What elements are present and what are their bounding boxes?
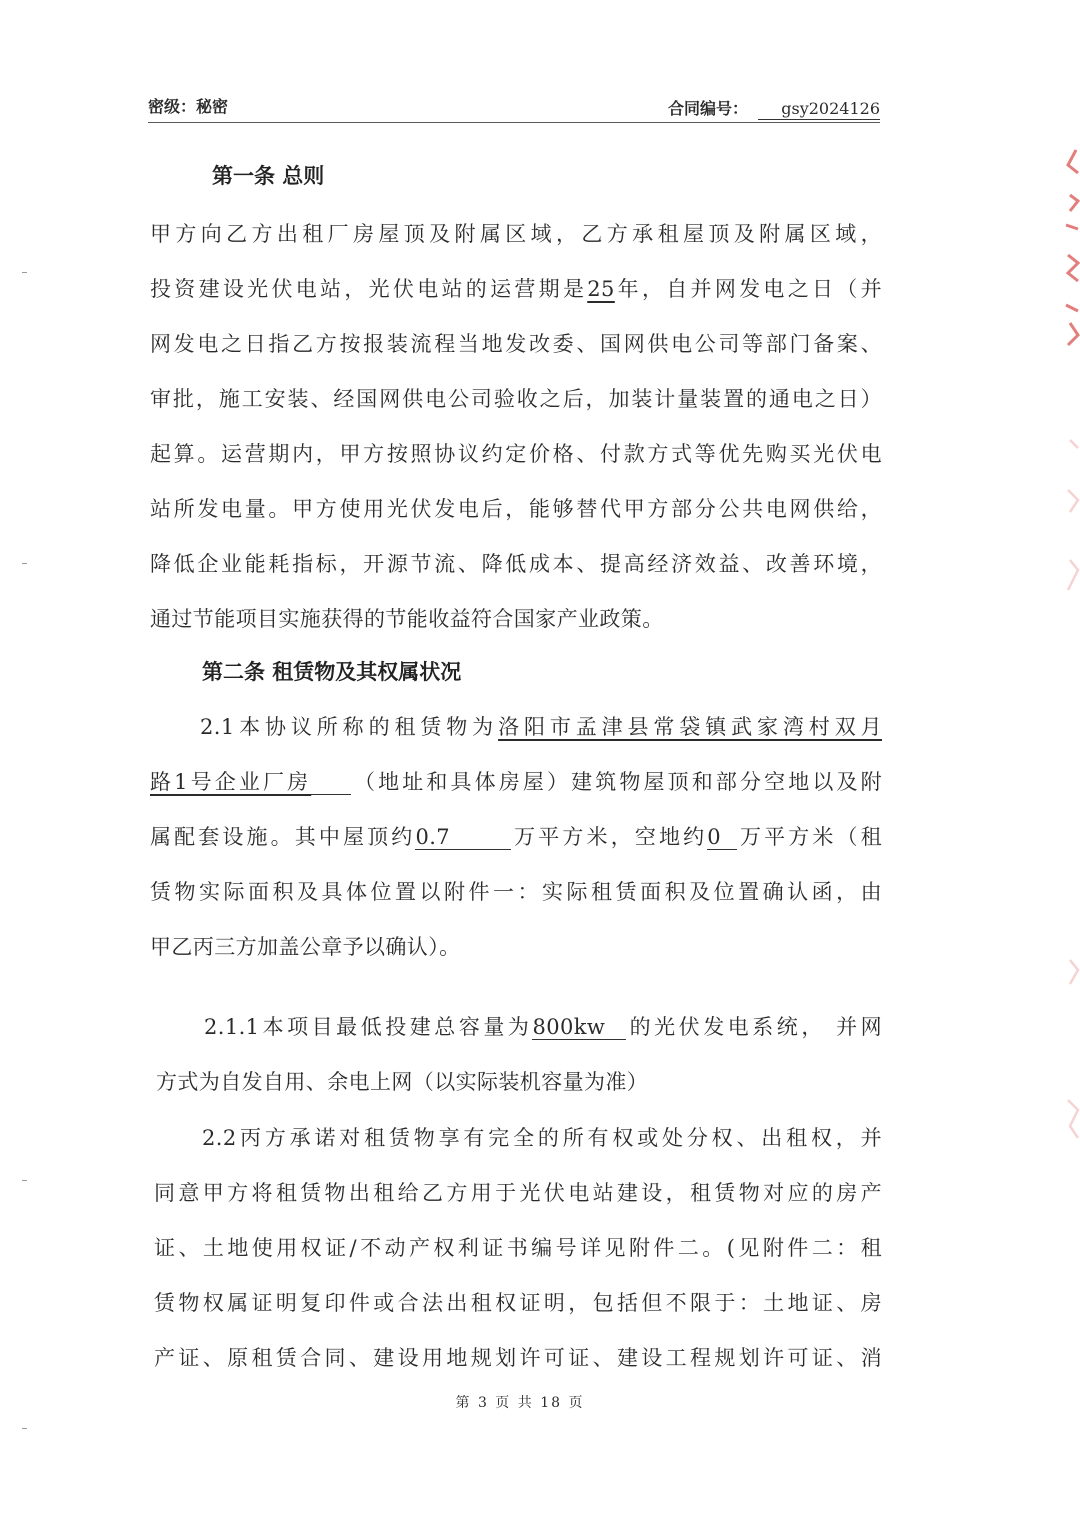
scan-mark <box>22 1180 27 1181</box>
secrecy-level: 密级：秘密 <box>148 97 229 116</box>
scan-mark <box>22 563 27 564</box>
clause-2-1-line-5: 甲乙丙三方加盖公章予以确认）。 <box>150 935 461 959</box>
contract-number-value: gsy2024126 <box>758 99 880 120</box>
scan-mark <box>22 1428 27 1429</box>
scan-mark <box>22 272 27 273</box>
clause-2-1-l3-post: 万平方米（租 <box>737 825 882 849</box>
article-1-line-7: 降低企业能耗指标，开源节流、降低成本、提高经济效益、改善环境， <box>150 552 882 576</box>
clause-2-2-line-1: 2.2丙方承诺对租赁物享有完全的所有权或处分权、出租权，并 <box>202 1126 882 1150</box>
clause-2-1-1-pre: 2.1.1本项目最低投建总容量为 <box>204 1015 533 1039</box>
clause-2-1-line-2 <box>150 766 882 796</box>
article-1-heading: 第一条 总则 <box>212 164 325 188</box>
article-1-line-6: 站所发电量。甲方使用光伏发电后，能够替代甲方部分公共电网供给， <box>150 497 882 521</box>
leased-property-location-1: 洛阳市孟津县常袋镇武家湾村双月 <box>498 715 882 739</box>
seal-fragment-faint-icon-2 <box>1056 950 1080 1150</box>
article-2-heading: 第二条 租赁物及其权属状况 <box>202 660 462 684</box>
contract-number-label: 合同编号： <box>667 99 748 118</box>
article-1-line-3: 网发电之日指乙方按报装流程当地发改委、国网供电公司等部门备案、 <box>150 332 882 356</box>
clause-2-1-pre: 2.1本协议所称的租赁物为 <box>200 715 499 739</box>
underline-blank <box>311 771 351 795</box>
land-area-value: 0 <box>707 826 737 850</box>
clause-2-2-line-4: 赁物权属证明复印件或合法出租权证明，包括但不限于：土地证、房 <box>154 1291 882 1315</box>
roof-area-value: 0.7 <box>415 826 511 850</box>
article-1-line-2-post: 年，自并网发电之日（并 <box>614 277 882 301</box>
capacity-value: 800kw <box>532 1016 626 1040</box>
seal-fragment-icon <box>1056 145 1080 355</box>
clause-2-1-1-line-2: 方式为自发自用、余电上网（以实际装机容量为准） <box>156 1070 649 1094</box>
clause-2-1-l3-pre: 属配套设施。其中屋顶约 <box>150 825 416 849</box>
clause-2-1-1-post: 的光伏发电系统， 并网 <box>626 1015 882 1039</box>
clause-2-2-line-2: 同意甲方将租赁物出租给乙方用于光伏电站建设，租赁物对应的房产 <box>154 1181 882 1205</box>
page-header <box>148 88 880 123</box>
leased-property-location-2: 路1号企业厂房 <box>150 770 312 794</box>
clause-2-1-l3-mid: 万平方米，空地约 <box>511 825 708 849</box>
clause-2-1-line-1 <box>200 711 882 741</box>
article-1-line-5: 起算。运营期内，甲方按照协议约定价格、付款方式等优先购买光伏电 <box>150 442 882 466</box>
clause-2-1-post: （地址和具体房屋）建筑物屋顶和部分空地以及附 <box>351 770 882 794</box>
clause-2-2-line-5: 产证、原租赁合同、建设用地规划许可证、建设工程规划许可证、消 <box>154 1346 882 1370</box>
article-1-line-4: 审批，施工安装、经国网供电公司验收之后，加装计量装置的通电之日） <box>150 387 882 411</box>
contract-number <box>668 96 880 120</box>
clause-2-2-line-3: 证、土地使用权证/不动产权利证书编号详见附件二。(见附件二：租 <box>154 1236 882 1260</box>
article-1-line-2-pre: 投资建设光伏电站，光伏电站的运营期是 <box>150 277 588 301</box>
operation-years: 25 <box>587 277 615 301</box>
article-1-line-2 <box>150 273 882 303</box>
article-1-line-8: 通过节能项目实施获得的节能收益符合国家产业政策。 <box>150 607 664 631</box>
seal-fragment-faint-icon <box>1056 430 1080 610</box>
clause-2-1-line-3 <box>150 821 882 851</box>
page-number: 第 3 页 共 18 页 <box>455 1395 585 1411</box>
article-1-line-1: 甲方向乙方出租厂房屋顶及附属区域，乙方承租屋顶及附属区域， <box>150 222 882 246</box>
clause-2-1-line-4: 赁物实际面积及具体位置以附件一：实际租赁面积及位置确认函，由 <box>150 880 882 904</box>
clause-2-1-1-line-1 <box>204 1011 882 1041</box>
